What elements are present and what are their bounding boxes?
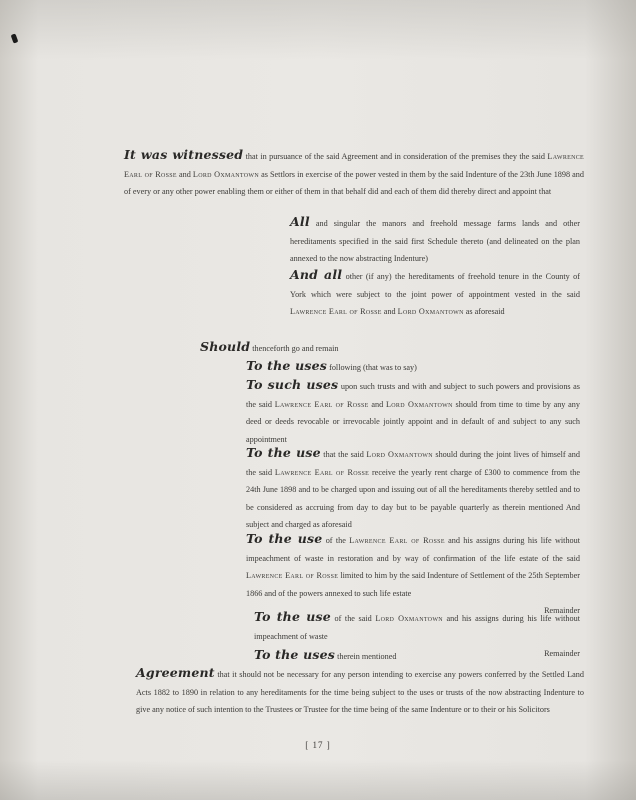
remainder-label: Remainder (544, 649, 580, 658)
blackletter-heading: It was witnessed (124, 147, 244, 162)
blackletter-heading: To the use (246, 531, 323, 546)
paragraph-text: of the (322, 536, 350, 545)
paragraph-text: and singular the manors and freehold message farms lands and other hereditaments specified in the said first Schedule thereto (and delineated on the plan annexed to the now abstracting Indenture) (290, 219, 580, 263)
such-uses-paragraph: To such uses upon such trusts and with and subject to such powers and provisions as the said Lawrence Earl of Rosse and Lord Oxmantown should from time to time by any any deed or deeds revocable or irrevocable jointly appoint and in default of and subject to any such appointment (246, 377, 580, 444)
party-name: Lord Oxmantown (375, 614, 443, 623)
page-shadow-top (0, 0, 636, 60)
party-name: Lawrence Earl of Rosse (290, 307, 382, 316)
should-paragraph (200, 338, 580, 358)
party-name: Lawrence Earl of Rosse (246, 571, 339, 580)
all-paragraph (290, 213, 580, 268)
paragraph-text: of the said (330, 614, 376, 623)
witnessed-paragraph: It was witnessed that in pursuance of the said Agreement and in consideration of the premises they the said Lawrence Earl of Rosse and Lord Oxmantown as Settlors in exercise of the power vested in them by the said Indenture of the 23th June 1898 and of every or any other power enabling them or either of them in that behalf did and each of them did thereby direct and appoint that (124, 147, 584, 196)
use-oxmantown-paragraph: To the use of the said Lord Oxmantown and his assigns during his life without impeachment of waste Remainder (254, 608, 580, 663)
paragraph-text: that the said (320, 450, 367, 459)
blackletter-heading: Should (200, 339, 251, 354)
page-shadow-bottom (0, 760, 636, 800)
party-name: Lawrence Earl of Rosse (124, 152, 584, 179)
party-name: Lord Oxmantown (192, 169, 259, 179)
paragraph-text: therein mentioned (335, 652, 397, 661)
paragraph-text: following (that was to say) (327, 363, 417, 372)
blackletter-heading: To the use (246, 445, 321, 460)
paragraph-text: that it should not be necessary for any person intending to exercise any powers conferred by the Settled Land Acts 1882 to 1890 in relation to any hereditaments for the time being subject to the uses or trusts of the now abstracting Indenture to give any notice of such intention to the Trustees or Trustee for the time being of the same Indenture or to their or his Solicitors (136, 670, 584, 714)
blackletter-heading: To the use (254, 609, 331, 624)
party-name: Lord Oxmantown (386, 399, 453, 409)
blackletter-heading: To such uses (246, 377, 339, 392)
use-rent-charge-paragraph: To the use that the said Lord Oxmantown should during the joint lives of himself and the said Lawrence Earl of Rosse receive the yearly rent charge of £300 to commence from the 24th June 1898 and to be charged upon and issuing out of all the hereditaments thereby settled and to be considered as accruing from day to day but to be payable quarterly as therein mentioned And subject and charged as aforesaid (246, 445, 580, 529)
paragraph-text: other (if any) the hereditaments of freehold tenure in the County of York which were subject to the joint power of appointment vested in the said (290, 272, 580, 299)
blackletter-heading: To the uses (246, 358, 328, 373)
uses-following-paragraph (246, 357, 580, 377)
agreement-paragraph (136, 664, 584, 719)
and-all-paragraph: And all other (if any) the hereditaments of freehold tenure in the County of York which were subject to the joint power of appointment vested in the said Lawrence Earl of Rosse and Lord Oxmantown as aforesaid (290, 267, 580, 316)
paragraph-text: thenceforth go and remain (250, 344, 339, 353)
uses-therein-paragraph (254, 646, 580, 666)
party-name: Lord Oxmantown (397, 307, 464, 316)
blackletter-heading: Agreement (136, 665, 215, 680)
party-name: Lawrence Earl of Rosse (349, 536, 445, 545)
remainder-label: Remainder (544, 606, 580, 615)
page-number: [ 17 ] (305, 740, 331, 750)
paragraph-text: upon such trusts and with and subject to such powers and provisions as the said (246, 382, 580, 409)
party-name: Lawrence Earl of Rosse (274, 399, 369, 409)
party-name: Lord Oxmantown (366, 450, 433, 459)
use-life-estate-paragraph: To the use of the Lawrence Earl of Rosse and his assigns during his life without impeachment of waste in restoration and by way of confirmation of the life estate of the said Lawrence Earl of Rosse limited to him by the said Indenture of Settlement of the 25th September 1866 and of the powers annexed to such life estate Remainder (246, 530, 580, 620)
paragraph-text: that in pursuance of the said Agreement and in consideration of the premises they the said (243, 152, 548, 161)
blackletter-heading: And all (290, 267, 343, 282)
blackletter-heading: To the uses (254, 647, 336, 662)
blackletter-heading: All (290, 214, 310, 229)
party-name: Lawrence Earl of Rosse (274, 467, 370, 477)
